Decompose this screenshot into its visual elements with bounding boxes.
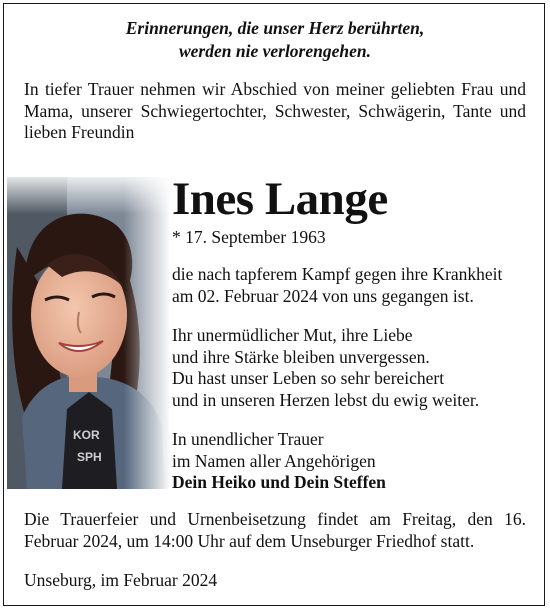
birth-date (172, 227, 326, 249)
mourners-block (172, 429, 386, 494)
place-date: Unseburg, im Februar 2024 (24, 570, 218, 590)
service-paragraph: Die Trauerfeier und Urnenbeisetzung findet am Freitag, den 16. Februar 2024, um 14:00 Uhr auf dem Unseburger Friedhof statt. (24, 509, 526, 551)
mourners-line-2: im Namen aller Angehörigen (172, 450, 376, 471)
passing-line-1: die nach tapferem Kampf gegen ihre Krankheit (172, 264, 503, 284)
motto (0, 17, 550, 63)
portrait-photo (7, 177, 169, 489)
mourners-signature: Dein Heiko und Dein Steffen (172, 472, 386, 492)
mourners-line-1: In unendlicher Trauer (172, 429, 324, 449)
motto-line-1: Erinnerungen, die unser Herz berührten, (125, 18, 425, 38)
tribute-paragraph (172, 325, 479, 411)
tribute-line-2: und ihre Stärke bleiben unvergessen. (172, 346, 430, 367)
tribute-line-1: Ihr unermüdlicher Mut, ihre Liebe (172, 325, 413, 345)
motto-line-2: werden nie verlorengehen. (178, 41, 371, 61)
tribute-line-3: Du hast unser Leben so sehr bereichert (172, 368, 445, 388)
deceased-name: Ines Lange (172, 173, 388, 225)
passing-line-2: am 02. Februar 2024 von uns gegangen ist. (172, 285, 474, 306)
birth-date-text: * 17. September 1963 (172, 227, 326, 247)
tribute-line-4: und in unseren Herzen lebst du ewig weiter. (172, 389, 480, 410)
intro-paragraph: In tiefer Trauer nehmen wir Abschied von meiner geliebten Frau und Mama, unserer Schwiegertochter, Schwester, Schwägerin, Tante und lieben Freundin (24, 79, 526, 142)
passing-paragraph (172, 264, 502, 307)
